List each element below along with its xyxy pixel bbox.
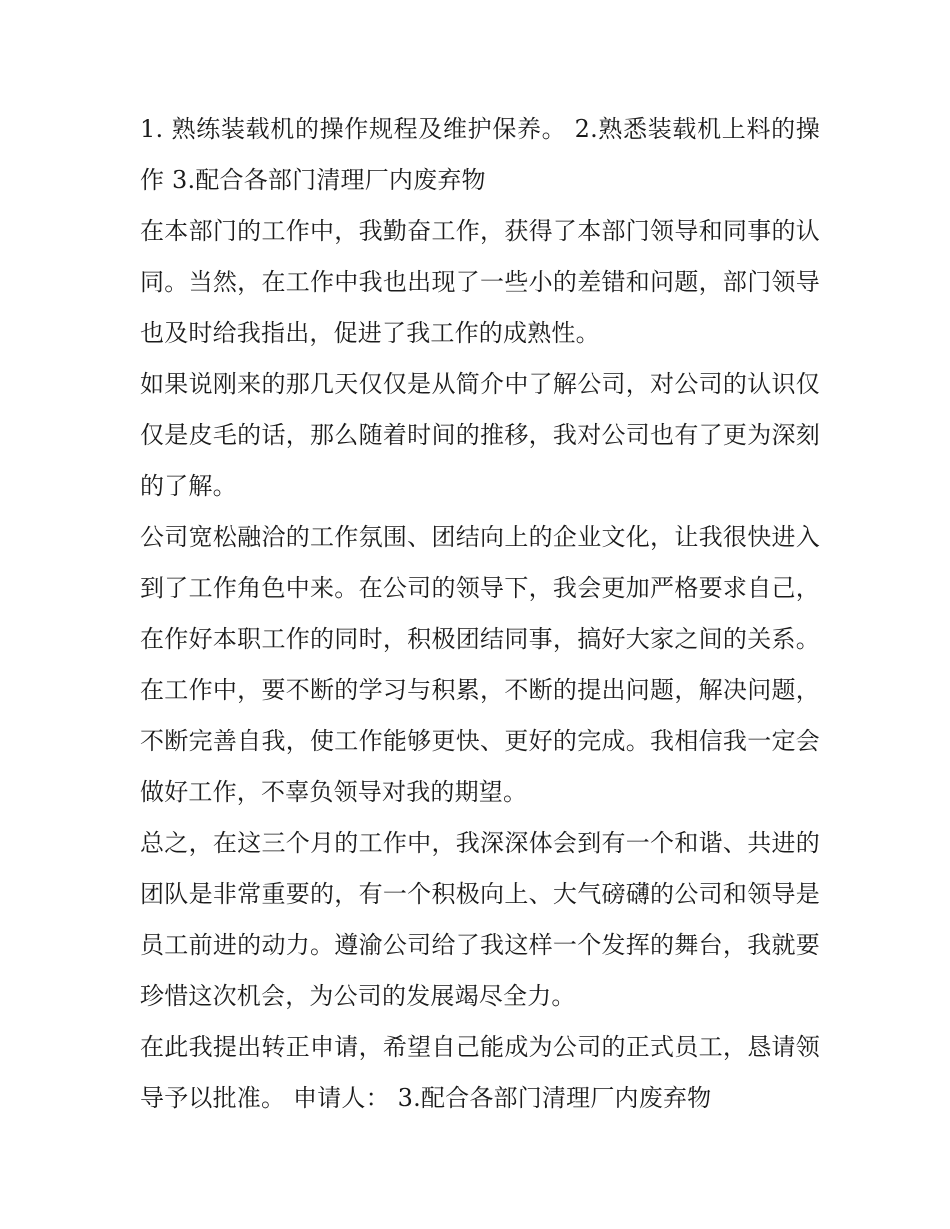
paragraph-company-culture: 公司宽松融洽的工作氛围、团结向上的企业文化，让我很快进入到了工作角色中来。在公司的领导下，我会更加严格要求自己，在作好本职工作的同时，积极团结同事，搞好大家之间的关系。在工作中，要不断的学习与积累，不断的提出问题，解决问题，不断完善自我，使工作能够更快、更好的完成。我相信我一定会做好工作，不辜负领导对我的期望。 xyxy=(140,523,820,806)
paragraph-department-work: 在本部门的工作中，我勤奋工作，获得了本部门领导和同事的认同。当然，在工作中我也出现了一些小的差错和问题，部门领导也及时给我指出，促进了我工作的成熟性。 xyxy=(140,217,820,347)
paragraph-company-understanding: 如果说刚来的那几天仅仅是从简介中了解公司，对公司的认识仅仅是皮毛的话，那么随着时间的推移，我对公司也有了更为深刻的了解。 xyxy=(140,370,820,500)
paragraph-application: 在此我提出转正申请，希望自己能成为公司的正式员工，恳请领导予以批准。 申请人： 3.配合各部门清理厂内废弃物 xyxy=(140,1033,820,1112)
paragraph-summary: 总之，在这三个月的工作中，我深深体会到有一个和谐、共进的团队是非常重要的，有一个积极向上、大气磅礴的公司和领导是员工前进的动力。遵渝公司给了我这样一个发挥的舞台，我就要珍惜这次机会，为公司的发展竭尽全力。 xyxy=(140,829,820,1010)
paragraph-job-duties: 1. 熟练装载机的操作规程及维护保养。 2.熟悉装载机上料的操作 3.配合各部门清理厂内废弃物 xyxy=(140,115,820,194)
document-body xyxy=(140,104,820,1124)
